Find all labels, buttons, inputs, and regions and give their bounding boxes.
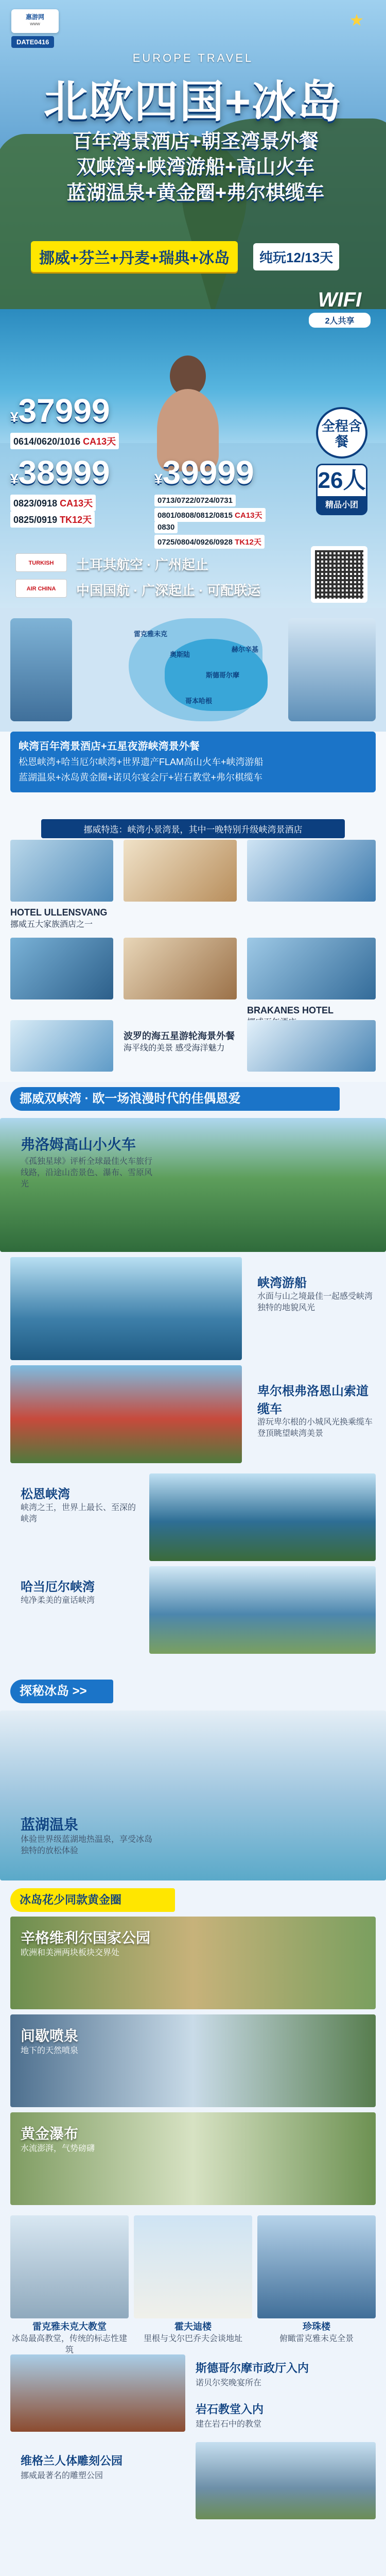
landmark-desc: 诺贝尔奖晚宴所在 (196, 2379, 262, 2387)
group-size-badge: 26人 精品小团 (316, 464, 367, 515)
hotel-photo (124, 840, 237, 902)
price-2: ¥38999 (10, 454, 110, 491)
hotel-caption: BRAKANES HOTEL (247, 1005, 334, 1015)
price-2-dates: 0823/0918 CA13天 (10, 495, 96, 511)
fjord-desc: 《孤独星球》评析全球最佳火车旅行线路，沿途山峦景色、瀑布、雪原风光 (21, 1157, 153, 1189)
cruise-photo (247, 1020, 376, 1072)
perlan-photo (257, 2215, 376, 2318)
hallgrimskirkja-photo (10, 2215, 129, 2318)
price-6-dates: 0830 (154, 521, 178, 533)
hotel-photo (10, 840, 113, 902)
hardangerfjord-photo (149, 1566, 376, 1654)
landmark-title: 岩石教堂入内 (196, 2403, 264, 2416)
price-4: ¥39999 (154, 454, 254, 491)
landmark-desc: 建在岩石中的教堂 (196, 2420, 262, 2429)
qr-code[interactable] (311, 546, 367, 603)
map-city: 斯德哥尔摩 (206, 671, 240, 679)
hero-highlights (31, 129, 360, 206)
golden-desc: 欧洲和美洲两块板块交界处 (21, 1948, 120, 1957)
hotel-photo (247, 938, 376, 999)
brand-logo[interactable]: 惠游网 www (11, 9, 59, 33)
fjord-title: 松恩峡湾 (21, 1487, 70, 1501)
hero-line: 蓝湖温泉+黄金圈+弗尔棋缆车 (66, 182, 325, 204)
air-china-logo: AIR CHINA (15, 579, 67, 598)
vigeland-park-photo (196, 2442, 376, 2519)
golden-title: 黄金瀑布 (21, 2126, 79, 2142)
price-1-dates: 0614/0620/1016 CA13天 (10, 433, 119, 449)
turkish-airlines-logo: TURKISH (15, 553, 67, 572)
fjord-title: 峡湾游船 (257, 1276, 307, 1290)
iceland-title: 蓝湖温泉 (21, 1817, 79, 1833)
golden-desc: 地下的天然喷泉 (21, 2046, 79, 2055)
cruise-photo (10, 1020, 113, 1072)
days-pill: 纯玩12/13天 (253, 243, 339, 270)
sognefjord-photo (149, 1473, 376, 1561)
wifi-badge: WIFI 2人共享 (309, 289, 371, 328)
map-city: 哥本哈根 (185, 697, 213, 705)
fjord-title: 哈当厄尔峡湾 (21, 1580, 95, 1594)
map-city: 奥斯陆 (170, 651, 190, 658)
price-4-dates: 0713/0722/0724/0731 (154, 495, 236, 506)
hotel-section (0, 732, 386, 1082)
map-city: 雷克雅未克 (134, 630, 168, 638)
map-section (0, 608, 386, 732)
stockholm-city-hall-photo (10, 2354, 185, 2432)
airline-row: TURKISH 土耳其航空 · 广州起止 (15, 551, 371, 574)
hotel-photo (247, 840, 376, 902)
hero-subtitle: EUROPE TRAVEL (132, 52, 254, 64)
price-5-dates: 0801/0808/0812/0815 CA13天 (154, 508, 266, 522)
landmark-caption: 霍夫迪楼 里根与戈尔巴乔夫会谈地址 (143, 2321, 242, 2343)
map-photo-left (10, 618, 72, 721)
airline-row: AIR CHINA 中国国航 · 广深起止 · 可配联运 (15, 577, 371, 600)
fjord-section-header: 挪威双峡湾 · 欧一场浪漫时代的佳偶恩爱 (10, 1087, 340, 1111)
fjord-desc: 游玩卑尔根的小城风光换乘缆车登顶眺望峡湾美景 (257, 1418, 373, 1438)
golden-title: 辛格维利尔国家公园 (21, 1930, 151, 1946)
map-photo-right (288, 618, 376, 721)
hero-section (0, 0, 386, 608)
hero-photo-swimmer (149, 355, 226, 469)
landmark-caption: 雷克雅未克大教堂 冰岛最高教堂，传统的标志性建筑 (11, 2321, 127, 2354)
hero-line: 百年湾景酒店+朝圣湾景外餐 (72, 131, 319, 152)
fjord-cruise-photo (10, 1257, 242, 1360)
landmark-title: 斯德哥尔摩市政厅入内 (196, 2362, 309, 2375)
all-inclusive-badge: 全程含餐 (316, 407, 367, 459)
map-city: 赫尔辛基 (232, 646, 259, 653)
hotel-banner: 峡湾百年湾景酒店+五星夜游峡湾景外餐 松恩峡湾+哈当厄尔峡湾+世界遗产FLAM高山火车+峡湾游船 蓝湖温泉+冰岛黄金圈+诺贝尔宴会厅+岩石教堂+弗尔棋缆车 (10, 732, 376, 792)
hero-title: 北欧四国+冰岛 (43, 77, 343, 127)
fjord-title: 卑尔根弗洛恩山索道缆车 (257, 1384, 369, 1416)
date-tag: DATE0416 (11, 36, 54, 48)
cruise-caption: 波罗的海五星游轮海景外餐 海平线的美景 感受海洋魅力 (124, 1031, 235, 1053)
iceland-desc: 体验世界级蓝湖地热温泉，享受冰岛独特的放松体验 (21, 1835, 153, 1855)
wifi-icon: WIFI (318, 289, 362, 311)
landmark-title: 维格兰人体雕刻公园 (21, 2454, 123, 2467)
fjord-desc: 纯净柔美的童话峡湾 (21, 1596, 95, 1605)
landmark-desc: 挪威最著名的雕塑公园 (21, 2471, 103, 2480)
route-pill: 挪威+芬兰+丹麦+瑞典+冰岛 (31, 241, 238, 272)
fjord-desc: 水面与山之境最佳一起感受峡湾独特的地貌风光 (257, 1292, 373, 1312)
hotel-photo (10, 938, 113, 999)
golden-circle-header: 冰岛花少同款黄金圈 (10, 1888, 175, 1912)
hotel-photo (124, 938, 237, 999)
price-3-dates: 0825/0919 TK12天 (10, 511, 95, 528)
price-1: ¥37999 (10, 392, 110, 429)
hofdi-house-photo (134, 2215, 252, 2318)
golden-desc: 水流澎湃，气势磅礴 (21, 2144, 95, 2153)
fjord-desc: 峡湾之王，世界上最长、至深的峡湾 (21, 1503, 136, 1523)
hero-line: 双峡湾+峡湾游船+高山火车 (76, 157, 315, 178)
hotel-subtitle: 挪威特选：峡湾小景湾景，其中一晚特别升级峡湾景酒店 (41, 819, 345, 838)
hotel-caption: HOTEL ULLENSVANG 挪威五大家族酒店之一 (10, 907, 108, 929)
fjord-title: 弗洛姆高山小火车 (21, 1137, 136, 1153)
landmark-caption: 珍珠楼 俯瞰雷克雅未克全景 (279, 2321, 354, 2343)
star-icon: ★ (349, 11, 364, 29)
iceland-section-header: 探秘冰岛 >> (10, 1680, 113, 1703)
golden-title: 间歇喷泉 (21, 2028, 79, 2044)
funicular-photo (10, 1365, 242, 1463)
price-7-dates: 0725/0804/0926/0928 TK12天 (154, 535, 265, 549)
